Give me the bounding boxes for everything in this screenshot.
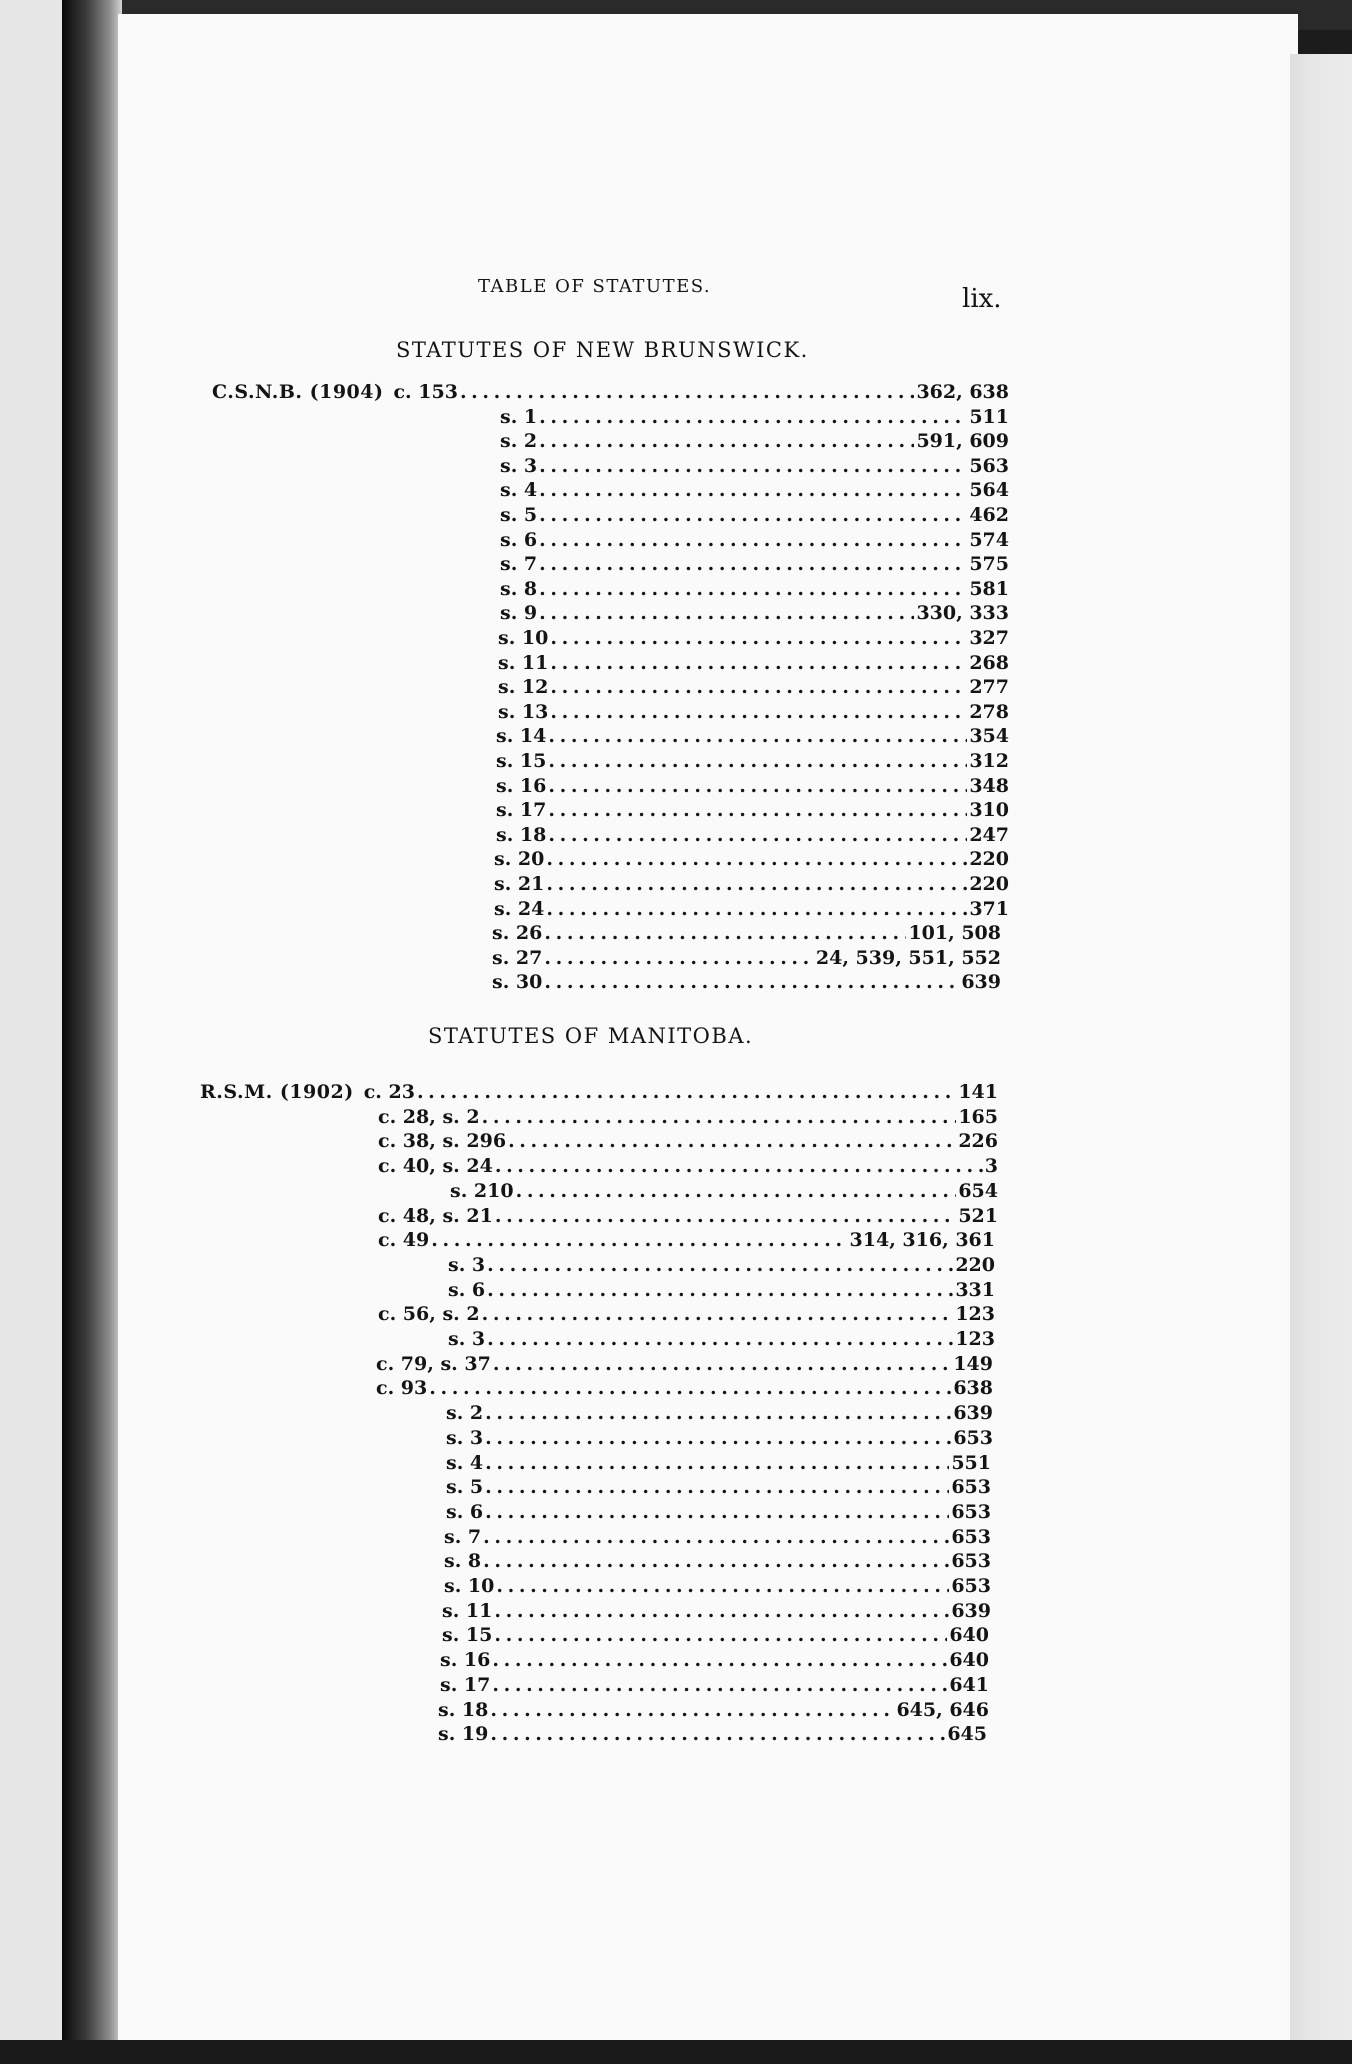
statute-reference: s. 20 xyxy=(494,848,545,870)
page-references: 645, 646 xyxy=(896,1699,989,1721)
dot-leader xyxy=(493,1352,951,1376)
statute-entry xyxy=(496,749,1009,773)
statute-reference: s. 18 xyxy=(438,1699,489,1721)
page-references: 640 xyxy=(949,1649,989,1671)
page-references: 591, 609 xyxy=(916,430,1009,452)
book-gutter xyxy=(62,0,122,2064)
page-references: 653 xyxy=(951,1526,991,1548)
statute-entry xyxy=(378,1302,995,1326)
dot-leader xyxy=(429,1376,951,1400)
page-references: 268 xyxy=(969,652,1009,674)
statute-entry xyxy=(498,700,1009,724)
page-references: 220 xyxy=(955,1254,995,1276)
statute-reference: s. 19 xyxy=(438,1723,489,1745)
page-references: 331 xyxy=(955,1279,995,1301)
statute-entry xyxy=(438,1698,989,1722)
page-references: 312 xyxy=(969,750,1009,772)
dot-leader xyxy=(485,1475,949,1499)
statute-entry xyxy=(444,1574,991,1598)
dot-leader xyxy=(516,1179,957,1203)
statute-entry xyxy=(378,1204,998,1228)
page-references: 123 xyxy=(955,1303,995,1325)
dot-leader xyxy=(539,577,967,601)
statute-reference: s. 27 xyxy=(492,947,543,969)
dot-leader xyxy=(483,1549,949,1573)
page-references: 638 xyxy=(953,1377,993,1399)
page-references: 24, 539, 551, 552 xyxy=(815,947,1001,969)
statute-entry xyxy=(498,626,1009,650)
statute-entry xyxy=(500,429,1009,453)
page-references: 220 xyxy=(969,873,1009,895)
statute-reference: s. 4 xyxy=(446,1452,484,1474)
statute-entry xyxy=(444,1525,991,1549)
dot-leader xyxy=(485,1451,949,1475)
page-references: 639 xyxy=(951,1600,991,1622)
page-references: 563 xyxy=(969,455,1009,477)
dot-leader xyxy=(496,1574,949,1598)
dot-leader xyxy=(548,823,967,847)
statute-entry xyxy=(498,651,1009,675)
statute-entry xyxy=(376,1352,993,1376)
dot-leader xyxy=(550,675,967,699)
page-references: 371 xyxy=(969,898,1009,920)
dot-leader xyxy=(487,1253,953,1277)
statute-reference: c. 49 xyxy=(378,1229,430,1251)
dot-leader xyxy=(494,1599,949,1623)
statute-reference: c. 56, s. 2 xyxy=(378,1303,480,1325)
statute-reference: c. 153 xyxy=(393,381,458,403)
statute-reference: s. 9 xyxy=(500,602,538,624)
dot-leader xyxy=(546,847,967,871)
statute-entry xyxy=(446,1401,993,1425)
statute-entry xyxy=(378,1129,998,1153)
statute-entry xyxy=(200,1080,998,1104)
dot-leader xyxy=(508,1129,956,1153)
page-references: 641 xyxy=(949,1674,989,1696)
page-references: 354 xyxy=(969,725,1009,747)
statute-entry xyxy=(500,405,1009,429)
statute-reference: c. 28, s. 2 xyxy=(378,1106,480,1128)
statute-entry xyxy=(494,897,1009,921)
statute-entry xyxy=(492,970,1001,994)
page-references: 653 xyxy=(951,1575,991,1597)
dot-leader xyxy=(485,1426,951,1450)
dot-leader xyxy=(539,528,967,552)
statute-entry xyxy=(442,1623,989,1647)
dot-leader xyxy=(539,601,914,625)
statute-entry xyxy=(446,1500,991,1524)
page-references: 348 xyxy=(969,775,1009,797)
dot-leader xyxy=(539,552,967,576)
statute-entry xyxy=(444,1549,991,1573)
statute-entry xyxy=(496,823,1009,847)
statute-entry xyxy=(446,1426,993,1450)
statute-entry xyxy=(448,1327,995,1351)
dot-leader xyxy=(550,700,967,724)
statute-reference: s. 10 xyxy=(498,627,549,649)
scan-bottom-border xyxy=(0,2040,1352,2064)
statute-entry xyxy=(496,774,1009,798)
dot-leader xyxy=(482,1302,954,1326)
statute-reference: s. 13 xyxy=(498,701,549,723)
statute-entry xyxy=(500,454,1009,478)
section-title: STATUTES OF NEW BRUNSWICK. xyxy=(396,338,809,362)
dot-leader xyxy=(485,1500,949,1524)
page-references: 639 xyxy=(953,1402,993,1424)
statute-reference: s. 2 xyxy=(500,430,538,452)
statute-reference: s. 18 xyxy=(496,824,547,846)
dot-leader xyxy=(487,1327,953,1351)
statute-entry xyxy=(440,1648,989,1672)
statute-entry xyxy=(450,1179,998,1203)
statute-reference: c. 48, s. 21 xyxy=(378,1205,493,1227)
page-references: 462 xyxy=(969,504,1009,526)
statute-reference: c. 79, s. 37 xyxy=(376,1353,491,1375)
statute-reference: s. 14 xyxy=(496,725,547,747)
page-references: 653 xyxy=(951,1550,991,1572)
statute-entry xyxy=(446,1475,991,1499)
dot-leader xyxy=(492,1673,947,1697)
page-references: 247 xyxy=(969,824,1009,846)
statute-reference: s. 11 xyxy=(498,652,549,674)
statute-reference: s. 12 xyxy=(498,676,549,698)
statute-reference: s. 4 xyxy=(500,479,538,501)
statute-reference: s. 24 xyxy=(494,898,545,920)
statute-reference: s. 17 xyxy=(440,1674,491,1696)
dot-leader xyxy=(539,503,967,527)
page-references: 226 xyxy=(958,1130,998,1152)
dot-leader xyxy=(417,1080,956,1104)
statute-reference: s. 10 xyxy=(444,1575,495,1597)
dot-leader xyxy=(546,897,967,921)
page-references: 314, 316, 361 xyxy=(849,1229,995,1251)
dot-leader xyxy=(548,749,967,773)
statute-reference: s. 6 xyxy=(446,1501,484,1523)
dot-leader xyxy=(460,380,914,404)
statute-entry xyxy=(446,1451,991,1475)
page-references: 581 xyxy=(969,578,1009,600)
statute-entry xyxy=(500,528,1009,552)
dot-leader xyxy=(495,1154,983,1178)
dot-leader xyxy=(548,798,967,822)
statute-entry xyxy=(378,1154,998,1178)
statute-entry xyxy=(494,872,1009,896)
dot-leader xyxy=(487,1278,953,1302)
page-references: 330, 333 xyxy=(916,602,1009,624)
statute-reference: s. 3 xyxy=(448,1328,486,1350)
dot-leader xyxy=(539,478,967,502)
page-references: 521 xyxy=(958,1205,998,1227)
dot-leader xyxy=(483,1525,949,1549)
statute-reference: c. 93 xyxy=(376,1377,428,1399)
statute-entry xyxy=(448,1278,995,1302)
statute-reference: s. 6 xyxy=(448,1279,486,1301)
page-references: 123 xyxy=(955,1328,995,1350)
statute-entry xyxy=(496,724,1009,748)
statute-reference: s. 2 xyxy=(446,1402,484,1424)
page-references: 653 xyxy=(951,1501,991,1523)
statute-entry xyxy=(378,1105,998,1129)
statute-reference: s. 8 xyxy=(500,578,538,600)
dot-leader xyxy=(544,921,906,945)
statute-entry xyxy=(492,946,1001,970)
page-references: 141 xyxy=(958,1081,998,1103)
statute-reference: s. 30 xyxy=(492,971,543,993)
statute-entry xyxy=(440,1673,989,1697)
page-references: 165 xyxy=(958,1106,998,1128)
statute-entry xyxy=(492,921,1001,945)
page-edge-stack xyxy=(1290,54,1352,2064)
running-title: TABLE OF STATUTES. xyxy=(478,276,712,297)
statute-reference: s. 8 xyxy=(444,1550,482,1572)
statute-entry xyxy=(498,675,1009,699)
statute-reference: s. 3 xyxy=(500,455,538,477)
page-references: 310 xyxy=(969,799,1009,821)
statute-reference: s. 16 xyxy=(496,775,547,797)
statute-reference: c. 23 xyxy=(363,1081,415,1103)
statute-entry xyxy=(500,577,1009,601)
statute-reference: c. 38, s. 296 xyxy=(378,1130,507,1152)
statute-entry xyxy=(212,380,1009,404)
statute-entry xyxy=(500,552,1009,576)
statute-reference: s. 5 xyxy=(446,1476,484,1498)
statute-entry xyxy=(442,1599,991,1623)
statute-entry xyxy=(500,601,1009,625)
statute-reference: s. 5 xyxy=(500,504,538,526)
page-references: 362, 638 xyxy=(916,381,1009,403)
dot-leader xyxy=(485,1401,951,1425)
dot-leader xyxy=(495,1204,956,1228)
statute-reference: s. 26 xyxy=(492,922,543,944)
statute-reference: s. 16 xyxy=(440,1649,491,1671)
statute-collection: R.S.M. (1902) xyxy=(200,1081,354,1103)
page-references: 220 xyxy=(969,848,1009,870)
page-references: 645 xyxy=(947,1723,987,1745)
dot-leader xyxy=(490,1722,945,1746)
page-references: 327 xyxy=(969,627,1009,649)
statute-reference: c. 40, s. 24 xyxy=(378,1155,493,1177)
statute-reference: s. 3 xyxy=(446,1427,484,1449)
dot-leader xyxy=(548,724,967,748)
statute-entry xyxy=(448,1253,995,1277)
page-references: 654 xyxy=(958,1180,998,1202)
dot-leader xyxy=(539,454,967,478)
statute-entry xyxy=(378,1228,995,1252)
page-references: 101, 508 xyxy=(908,922,1001,944)
dot-leader xyxy=(546,872,967,896)
page-references: 653 xyxy=(951,1476,991,1498)
page-references: 640 xyxy=(949,1624,989,1646)
statute-entry xyxy=(496,798,1009,822)
dot-leader xyxy=(550,626,967,650)
dot-leader xyxy=(550,651,967,675)
dot-leader xyxy=(494,1623,947,1647)
page-references: 575 xyxy=(969,553,1009,575)
statute-reference: s. 3 xyxy=(448,1254,486,1276)
dot-leader xyxy=(548,774,967,798)
section-title: STATUTES OF MANITOBA. xyxy=(428,1024,754,1048)
page-references: 551 xyxy=(951,1452,991,1474)
dot-leader xyxy=(482,1105,957,1129)
facing-page-edge xyxy=(0,0,62,2064)
statute-entry xyxy=(376,1376,993,1400)
page-references: 3 xyxy=(984,1155,998,1177)
statute-entry xyxy=(500,503,1009,527)
statute-reference: s. 15 xyxy=(496,750,547,772)
statute-entry xyxy=(438,1722,987,1746)
page-references: 653 xyxy=(953,1427,993,1449)
statute-reference: s. 7 xyxy=(500,553,538,575)
statute-reference: s. 1 xyxy=(500,406,538,428)
statute-reference: s. 15 xyxy=(442,1624,493,1646)
dot-leader xyxy=(539,429,914,453)
statute-reference: s. 7 xyxy=(444,1526,482,1548)
page-references: 639 xyxy=(961,971,1001,993)
page-number: lix. xyxy=(962,284,1002,314)
page-references: 511 xyxy=(969,406,1009,428)
page-references: 574 xyxy=(969,529,1009,551)
statute-reference: s. 17 xyxy=(496,799,547,821)
statute-reference: s. 6 xyxy=(500,529,538,551)
page-references: 149 xyxy=(953,1353,993,1375)
statute-collection: C.S.N.B. (1904) xyxy=(212,381,384,403)
dot-leader xyxy=(492,1648,947,1672)
statute-entry xyxy=(500,478,1009,502)
dot-leader xyxy=(544,970,959,994)
statute-reference: s. 21 xyxy=(494,873,545,895)
statute-entry xyxy=(494,847,1009,871)
dot-leader xyxy=(539,405,967,429)
statute-reference: s. 11 xyxy=(442,1600,493,1622)
page-references: 277 xyxy=(969,676,1009,698)
page-references: 564 xyxy=(969,479,1009,501)
dot-leader xyxy=(490,1698,894,1722)
dot-leader xyxy=(544,946,814,970)
statute-reference: s. 210 xyxy=(450,1180,514,1202)
page-references: 278 xyxy=(969,701,1009,723)
dot-leader xyxy=(431,1228,847,1252)
